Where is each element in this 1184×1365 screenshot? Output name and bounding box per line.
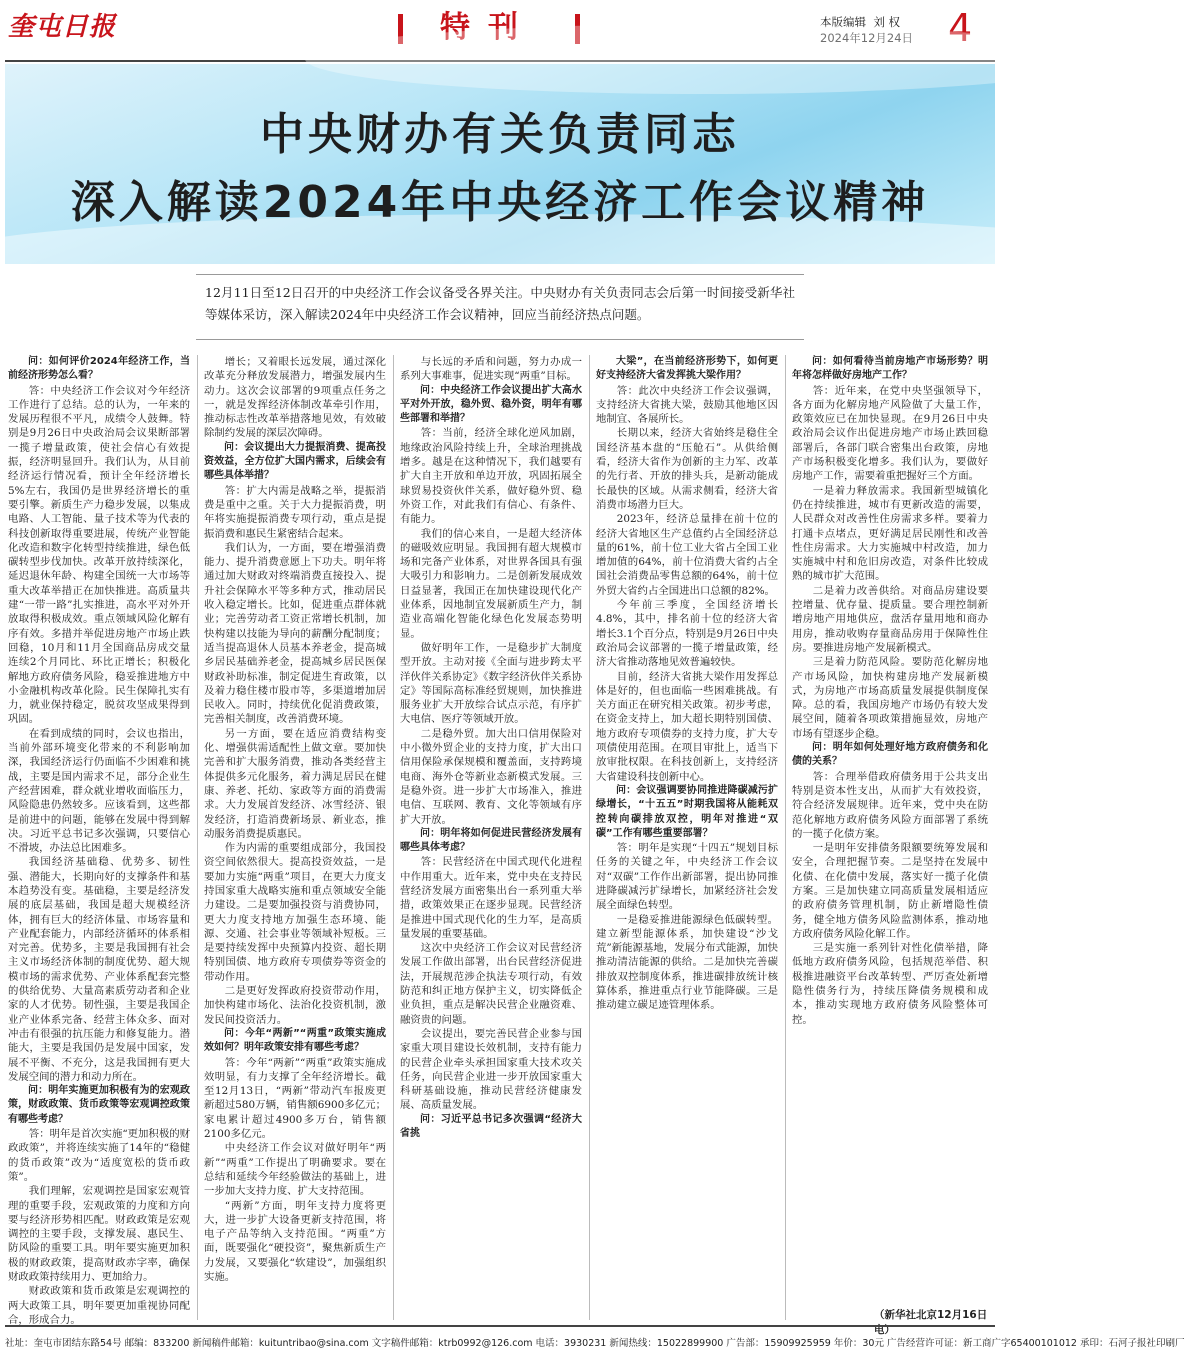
headline-line-2: 深入解读2024年中央经济工作会议精神 xyxy=(70,177,930,228)
article-column-3 xyxy=(400,355,582,1320)
newspaper-logo: 奎屯日报 xyxy=(8,12,117,42)
article-column-1 xyxy=(8,355,190,1326)
issue-date: 2024年12月24日 xyxy=(820,31,914,45)
banner-decoration xyxy=(305,24,1105,94)
answer-paragraph: 与长远的矛盾和问题，努力办成一系列大事难事，促进实现“两重”目标。 xyxy=(400,356,582,383)
page-number: 4 xyxy=(948,6,973,50)
question-paragraph: 问：习近平总书记多次强调“经济大省挑 xyxy=(400,1113,582,1140)
answer-paragraph: 答：明年是首次实施“更加积极的财政政策”，并将连续实施了14年的“稳健的货币政策”改为“适度宽松的货币政策”。 xyxy=(8,1128,190,1183)
answer-paragraph: 一是着力释放需求。我国新型城镇化仍在持续推进，城市有更新改造的需要，人民群众对改善性住房需求多样。要着力打通卡点堵点，更好满足居民刚性和改善性住房需求。大力实施城中村改造，加力实施城中村和危旧房改造，对条件比较成熟的城市扩大范围。 xyxy=(792,484,988,583)
answer-paragraph: 财政政策和货币政策是宏观调控的两大政策工具，明年要更加重视协同配合，形成合力。 xyxy=(8,1285,190,1326)
answer-paragraph: 答：当前，经济全球化逆风加剧，地缘政治风险持续上升，全球治理挑战增多。越是在这种情况下，我们越要有扩大自主开放和单边开放，巩固拓展全球贸易投资伙伴关系，做好稳外贸、稳外资工作，对此我们有信心、有条件、有能力。 xyxy=(400,427,582,526)
editor-name: 刘 权 xyxy=(873,15,900,29)
answer-paragraph: 作为内需的重要组成部分，我国投资空间依然很大。提高投资效益，一是要加力实施“两重”项目，在更大力度支持国家重大战略实施和重点领域安全能力建设。二是要加强投资与消费协同，更大力度支持地方加强生态环境、能源、交通、社会事业等领域补短板。三是要持续发挥中央预算内投资、超长期特别国债、地方政府专项债券等资金的带动作用。 xyxy=(204,842,386,983)
answer-paragraph: 二是着力改善供给。对商品房建设要控增量、优存量、提质量。要合理控制新增房地产用地供应，盘活存量用地和商办用房，推动收购存量商品房用于保障性住房。要推进房地产发展新模式。 xyxy=(792,584,988,654)
headline-line-1: 中央财办有关负责同志 xyxy=(260,109,740,160)
answer-paragraph: 三是着力防范风险。要防范化解房地产市场风险，加快构建房地产发展新模式，为房地产市场高质量发展提供制度保障。总的看，我国房地产市场仍有较大发展空间，随着各项政策措施显效，房地产市场有望逐步企稳。 xyxy=(792,656,988,740)
answer-paragraph: 增长；又着眼长远发展，通过深化改革充分释放发展潜力，增强发展内生动力。这次会议部署的9项重点任务之一，就是发挥经济体制改革牵引作用，推动标志性改革举措落地见效，有效破除制约发展的深层次障碍。 xyxy=(204,356,386,440)
answer-paragraph: 在看到成绩的同时，会议也指出，当前外部环境变化带来的不利影响加深，我国经济运行仍面临不少困难和挑战，主要是国内需求不足，部分企业生产经营困难，群众就业增收面临压力，风险隐患仍然较多。应该看到，这些都是前进中的问题，能够在发展中得到解决。习近平总书记多次强调，只要信心不滑坡，办法总比困难多。 xyxy=(8,727,190,855)
article-column-2 xyxy=(204,355,386,1320)
answer-paragraph: 一是稳妥推进能源绿色低碳转型。建立新型能源体系，加快建设“沙戈荒”新能源基地，发展分布式能源，加快推动清洁能源的供给。二是加快完善碳排放双控制度体系，推进碳排放统计核算体系，推进重点行业节能降碳。三是推动建立碳足迹管理体系。 xyxy=(596,913,778,1012)
question-paragraph: 问：会议提出大力提振消费、提高投资效益，全方位扩大国内需求，后续会有哪些具体举措？ xyxy=(204,441,386,482)
answer-paragraph: 今年前三季度，全国经济增长4.8%，其中，排名前十位的经济大省增长3.1个百分点，特别是9月26日中央政治局会议部署的一揽子增量政策，经济大省推动落地见效普遍较快。 xyxy=(596,599,778,669)
column-divider xyxy=(393,355,394,1320)
answer-paragraph: 二是更好发挥政府投资带动作用，加快构建市场化、法治化投资机制，激发民间投资活力。 xyxy=(204,985,386,1026)
answer-paragraph: 中央经济工作会议对做好明年“两新”“两重”工作提出了明确要求。要在总结和延续今年经验做法的基础上，进一步加大支持力度、扩大支持范围。 xyxy=(204,1142,386,1198)
answer-paragraph: 长期以来，经济大省始终是稳住全国经济基本盘的“压舱石”。从供给侧看，经济大省作为创新的主力军、改革的先行者、开放的排头兵，是新动能成长最快的区域。从需求侧看，经济大省消费市场潜力巨大。 xyxy=(596,427,778,511)
answer-paragraph: 做好明年工作，一是稳步扩大制度型开放。主动对接《全面与进步跨太平洋伙伴关系协定》《数字经济伙伴关系协定》等国际高标准经贸规则，加快推进服务业扩大开放综合试点示范，有序扩大电信、医疗等领域开放。 xyxy=(400,641,582,726)
question-paragraph: 大梁”，在当前经济形势下，如何更好支持经济大省发挥挑大梁作用？ xyxy=(596,356,778,382)
section-title: 特刊 xyxy=(440,10,536,45)
answer-paragraph: 答：民营经济在中国式现代化进程中作用重大。近年来，党中央在支持民营经济发展方面密集出台一系列重大举措，政策效果正在逐步显现。民营经济是推进中国式现代化的生力军，是高质量发展的重要基础。 xyxy=(400,856,582,940)
column-divider xyxy=(589,355,590,1320)
answer-paragraph: 答：合理举借政府债务用于公共支出特别是资本性支出，从而扩大有效投资，符合经济发展规律。近年来，党中央在防范化解地方政府债务风险方面部署了系统的一揽子化债方案。 xyxy=(792,770,988,840)
answer-paragraph: 答：扩大内需是战略之举，提振消费是重中之重。关于大力提振消费，明年将实施提振消费专项行动，重点是提振消费和惠民生紧密结合起来。 xyxy=(204,484,386,540)
answer-paragraph: 答：此次中央经济工作会议强调，支持经济大省挑大梁，鼓励其他地区因地制宜、各展所长。 xyxy=(596,384,778,426)
answer-paragraph: 答：中央经济工作会议对今年经济工作进行了总结。总的认为，一年来的发展历程很不平凡，成绩令人鼓舞。特别是9月26日中央政治局会议果断部署一揽子增量政策，使社会信心有效提振，经济明显回升。我们认为，从目前经济运行情况看，预计全年经济增长5%左右，我国仍是世界经济增长的重要引擎。新质生产力稳步发展，以集成电路、人工智能、量子技术等为代表的科技创新取得重要进展，传统产业智能化改造和数字化转型持续推进，绿色低碳转型步伐加快。改革开放持续深化，延迟退休年龄、构建全国统一大市场等重大改革举措正在加快推进。高质量共建“一带一路”扎实推进，高水平对外开放取得积极成效。重点领域风险化解有序有效。多措并举促进房地产市场止跌回稳，10月和11月全国商品房成交量连续2个月同比、环比正增长；积极化解地方政府债务风险，稳妥推进地方中小金融机构改革化险。民生保障扎实有力，就业保持稳定，脱贫攻坚成果得到巩固。 xyxy=(8,384,190,726)
article-column-5 xyxy=(792,355,988,1320)
column-divider xyxy=(197,355,198,1320)
answer-paragraph: 目前，经济大省挑大梁作用发挥总体是好的，但也面临一些困难挑战。有关方面正在研究相关政策。初步考虑，在资金支持上，加大超长期特别国债、地方政府专项债券的支持力度，扩大专项债使用范围。在项目审批上，适当下放审批权限。在科技创新上，支持经济大省建设科技创新中心。 xyxy=(596,670,778,783)
source-credit: （新华社北京12月16日电） xyxy=(870,1307,1000,1337)
question-paragraph: 问：明年实施更加积极有为的宏观政策，财政政策、货币政策等宏观调控政策有哪些考虑？ xyxy=(8,1085,190,1125)
answer-paragraph: 我国经济基础稳、优势多、韧性强、潜能大，长期向好的支撑条件和基本趋势没有变。基础稳，主要是经济发展的底层基础，我国是超大规模经济体，拥有巨大的经济体量、市场容量和产业配套能力，内部经济循环的体系相对完善。优势多，主要是我国拥有社会主义市场经济体制的制度优势、超大规模市场的需求优势、产业体系配套完整的供给优势、大量高素质劳动者和企业家的人才优势。韧性强，主要是我国企业产业体系完备、经营主体众多、面对冲击有很强的抗压能力和修复能力。潜能大，主要是我国仍是发展中国家，发展不平衡、不充分，这是我国拥有更大发展空间的潜力和动力所在。 xyxy=(8,856,190,1083)
question-paragraph: 问：中央经济工作会议提出扩大高水平对外开放，稳外贸、稳外资，明年有哪些部署和举措？ xyxy=(400,384,582,425)
question-paragraph: 问：明年将如何促进民营经济发展有哪些具体考虑？ xyxy=(400,827,582,854)
answer-paragraph: 我们的信心来自，一是超大经济体的磁吸效应明显。我国拥有超大规模市场和完备产业体系，对世界各国具有强大吸引力和影响力。二是创新发展成效日益显著，我国正在加快建设现代化产业体系，因地制宜发展新质生产力，制造业高端化智能化绿色化发展态势明显。 xyxy=(400,527,582,640)
answer-paragraph: 三是实施一系列针对性化债举措，降低地方政府债务风险，包括规范举借、积极推进融资平台改革转型、严厉查处新增隐性债务行为，持续压降债务规模和成本，推动实现地方政府债务风险整体可控。 xyxy=(792,942,988,1026)
answer-paragraph: 答：今年“两新”“两重”政策实施成效明显，有力支撑了全年经济增长。截至12月13日，“两新”带动汽车报废更新超过580万辆，销售额6900多亿元；家电累计超过4900多万台，销售额2100多亿元。 xyxy=(204,1056,386,1141)
answer-paragraph: “两新”方面，明年支持力度将更大，进一步扩大设备更新支持范围，将电子产品等纳入支持范围。“两重”方面，既要强化“硬投资”，聚焦新质生产力发展，又要强化“软建设”，加强组织实施。 xyxy=(204,1199,386,1283)
headline-banner xyxy=(5,64,995,264)
editor-label: 本版编辑 xyxy=(820,15,866,29)
footer xyxy=(5,1325,1184,1365)
answer-paragraph: 我们理解，宏观调控是国家宏观管理的重要手段，宏观政策的力度和方向要与经济形势相匹配。财政政策是宏观调控的主要手段，支撑发展、惠民生、防风险的重要工具。明年要实施更加积极的财政政策，提高财政赤字率，确保财政政策持续用力、更加给力。 xyxy=(8,1185,190,1283)
answer-paragraph: 会议提出，要完善民营企业参与国家重大项目建设长效机制，支持有能力的民营企业牵头承担国家重大技术攻关任务，向民营企业进一步开放国家重大科研基础设施，推动民营经济健康发展、高质量发展。 xyxy=(400,1027,582,1112)
question-paragraph: 问：会议强调要协同推进降碳减污扩绿增长，“十五五”时期我国将从能耗双控转向碳排放双控，明年对推进“双碳”工作有哪些重要部署？ xyxy=(596,784,778,839)
question-paragraph: 问：今年“两新”“两重”政策实施成效如何？明年政策安排有哪些考虑？ xyxy=(204,1027,386,1054)
article-column-4 xyxy=(596,355,778,1320)
question-paragraph: 问：如何看待当前房地产市场形势？明年将怎样做好房地产工作？ xyxy=(792,356,988,382)
answer-paragraph: 2023年，经济总量排在前十位的经济大省地区生产总值约占全国经济总量的61%，前十位工业大省占全国工业增加值的64%，前十位消费大省约占全国社会消费品零售总额的64%，前十位外贸大省约占全国进出口总额的82%。 xyxy=(596,513,778,597)
column-divider xyxy=(785,355,786,1320)
answer-paragraph: 答：明年是实现“十四五”规划目标任务的关键之年，中央经济工作会议对“双碳”工作作出新部署，提出协同推进降碳减污扩绿增长，加紧经济社会发展全面绿色转型。 xyxy=(596,842,778,912)
lead-paragraph: 12月11日至12日召开的中央经济工作会议备受各界关注。中央财办有关负责同志会后第一时间接受新华社等媒体采访，深入解读2024年中央经济工作会议精神，回应当前经济热点问题。 xyxy=(205,285,795,322)
footer-info: 社址：奎屯市团结东路54号 邮编：833200 新闻稿件邮箱：kuituntribao@sina.com 文字稿件邮箱：ktrb0992@126.com 电话：3930231 新闻热线：15022899900 广告部：15909925959 年价：30元 广告经营许可证：新工商广字65400101012 承印：石河子报社印刷厂 xyxy=(5,1338,1184,1349)
answer-paragraph: 另一方面，要在适应消费结构变化、增强供需适配性上做文章。要加快完善和扩大服务消费，推动各类经营主体提供多元化服务，着力满足居民在健康、养老、托幼、家政等方面的消费需求。大力发展首发经济、冰雪经济、银发经济，打造消费新场景、新业态，推动服务消费提质惠民。 xyxy=(204,727,386,840)
question-paragraph: 问：如何评价2024年经济工作，当前经济形势怎么看？ xyxy=(8,356,190,382)
answer-paragraph: 答：近年来，在党中央坚强领导下，各方面为化解房地产风险做了大量工作，政策效应已在加快显现。在9月26日中央政治局会议作出促进房地产市场止跌回稳部署后，各部门联合密集出台政策，房地产市场积极变化增多。我们认为，要做好房地产工作，需要着重把握好三个方面。 xyxy=(792,384,988,483)
answer-paragraph: 我们认为，一方面，要在增强消费能力、提升消费意愿上下功夫。明年将通过加大财政对终端消费直接投入、提升社会保障水平等多种方式，推动居民收入稳定增长。比如，促进重点群体就业；完善劳动者工资正常增长机制，加快构建以技能为导向的薪酬分配制度；适当提高退休人员基本养老金，提高城乡居民基础养老金，提高城乡居民医保财政补助标准，制定促进生育政策，以及着力稳住楼市股市等，多渠道增加居民收入。同时，持续优化促消费政策，完善相关制度，改善消费环境。 xyxy=(204,541,386,726)
answer-paragraph: 二是稳外贸。加大出口信用保险对中小微外贸企业的支持力度，扩大出口信用保险承保规模和覆盖面，支持跨境电商、海外仓等新业态新模式发展。三是稳外资。进一步扩大市场准入，推进电信、互联网、教育、文化等领域有序扩大开放。 xyxy=(400,727,582,826)
answer-paragraph: 这次中央经济工作会议对民营经济发展工作做出部署，出台民营经济促进法，开展规范涉企执法专项行动，有效防范和纠正地方保护主义，切实降低企业负担，重点是解决民营企业融资难、融资贵的问题。 xyxy=(400,942,582,1026)
answer-paragraph: 一是明年安排债务限额要统筹发展和安全，合理把握节奏。二是坚持在发展中化债、在化债中发展，落实好一揽子化债方案。三是加快建立同高质量发展相适应的政府债务管理机制，防止新增隐性债务，健全地方债务风险监测体系，推动地方政府债务风险化解工作。 xyxy=(792,842,988,940)
question-paragraph: 问：明年如何处理好地方政府债务和化债的关系？ xyxy=(792,742,988,768)
